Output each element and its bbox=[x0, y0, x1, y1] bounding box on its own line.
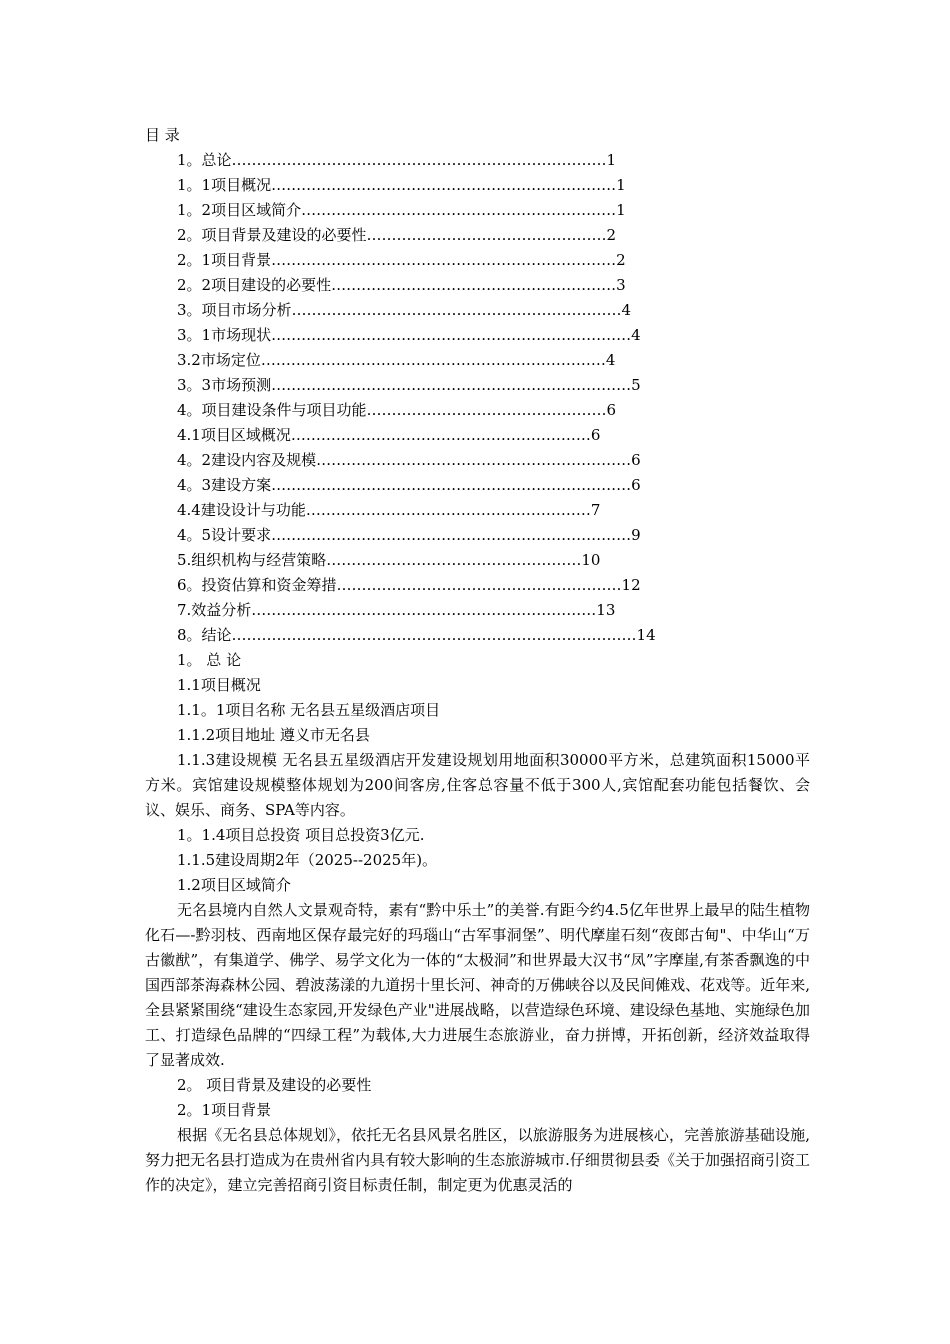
toc-item: 7.效益分析……………………………………………………………13 bbox=[177, 601, 616, 619]
toc-item: 4。3建设方案………………………………………………………………6 bbox=[177, 476, 641, 494]
toc-item: 3.2市场定位……………………………………………………………4 bbox=[177, 351, 616, 369]
scale-paragraph: 1.1.3建设规模 无名县五星级酒店开发建设规划用地面积30000平方米，总建筑面积15000平方米。宾馆建设规模整体规划为200间客房,住客总容量不低于300人,宾馆配套功能包括餐饮、会议、娱乐、商务、SPA等内容。 bbox=[145, 751, 810, 819]
toc-item: 4。5设计要求………………………………………………………………9 bbox=[177, 526, 641, 544]
toc-item: 1。总论…………………………………………………………………1 bbox=[177, 151, 617, 169]
period-line: 1.1.5建设周期2年（2025--2025年)。 bbox=[177, 851, 438, 869]
document-content bbox=[145, 123, 810, 1198]
toc-item: 4.1项目区域概况……………………………………………………6 bbox=[177, 426, 601, 444]
toc-item: 3。1市场现状………………………………………………………………4 bbox=[177, 326, 641, 344]
project-address-line: 1.1.2项目地址 遵义市无名县 bbox=[177, 726, 370, 744]
toc-list bbox=[145, 148, 810, 648]
section-heading: 1。 总 论 bbox=[177, 651, 242, 669]
toc-item: 2。项目背景及建设的必要性…………………………………………2 bbox=[177, 226, 617, 244]
toc-item: 4.4建设设计与功能…………………………………………………7 bbox=[177, 501, 601, 519]
toc-item: 4。2建设内容及规模………………………………………………………6 bbox=[177, 451, 641, 469]
toc-item: 1。1项目概况……………………………………………………………1 bbox=[177, 176, 626, 194]
background-paragraph: 根据《无名县总体规划》，依托无名县风景名胜区，以旅游服务为进展核心，完善旅游基础设施,努力把无名县打造成为在贵州省内具有较大影响的生态旅游城市.仔细贯彻县委《关于加强招商引资工作的决定》，建立完善招商引资目标责任制，制定更为优惠灵活的 bbox=[145, 1126, 810, 1194]
section-heading: 2。 项目背景及建设的必要性 bbox=[177, 1076, 372, 1094]
toc-item: 1。2项目区域简介………………………………………………………1 bbox=[177, 201, 626, 219]
toc-title: 目 录 bbox=[145, 126, 180, 144]
toc-item: 2。1项目背景……………………………………………………………2 bbox=[177, 251, 626, 269]
toc-item: 8。结论………………………………………………………………………14 bbox=[177, 626, 656, 644]
subsection-heading: 2。1项目背景 bbox=[177, 1101, 272, 1119]
investment-line: 1。1.4项目总投资 项目总投资3亿元. bbox=[177, 826, 425, 844]
toc-item: 6。投资估算和资金筹措…………………………………………………12 bbox=[177, 576, 641, 594]
toc-item: 2。2项目建设的必要性…………………………………………………3 bbox=[177, 276, 626, 294]
toc-item: 5.组织机构与经营策略……………………………………………10 bbox=[177, 551, 601, 569]
toc-item: 3。3市场预测………………………………………………………………5 bbox=[177, 376, 641, 394]
region-paragraph: 无名县境内自然人文景观奇特，素有“黔中乐土”的美誉.有距今约4.5亿年世界上最早的陆生植物化石—-黔羽枝、西南地区保存最完好的玛瑙山“古军事洞堡”、明代摩崖石刻“夜郎古甸"、中华山“万古徽猷”，有集道学、佛学、易学文化为一体的“太极洞”和世界最大汉书“凤”字摩崖,有茶香飘逸的中国西部茶海森林公园、碧波荡漾的九道拐十里长河、神奇的万佛峡谷以及民间傩戏、花戏等。近年来,全县紧紧围绕“建设生态家园,开发绿色产业"进展战略，以营造绿色环境、建设绿色基地、实施绿色加工、打造绿色品牌的“四绿工程”为载体,大力进展生态旅游业，奋力拼博，开拓创新，经济效益取得了显著成效. bbox=[145, 901, 810, 1069]
toc-item: 4。项目建设条件与项目功能…………………………………………6 bbox=[177, 401, 617, 419]
subsection-heading: 1.2项目区域简介 bbox=[177, 876, 291, 894]
subsection-heading: 1.1项目概况 bbox=[177, 676, 261, 694]
toc-item: 3。项目市场分析…………………………………………………………4 bbox=[177, 301, 632, 319]
project-name-line: 1.1。1项目名称 无名县五星级酒店项目 bbox=[177, 701, 441, 719]
